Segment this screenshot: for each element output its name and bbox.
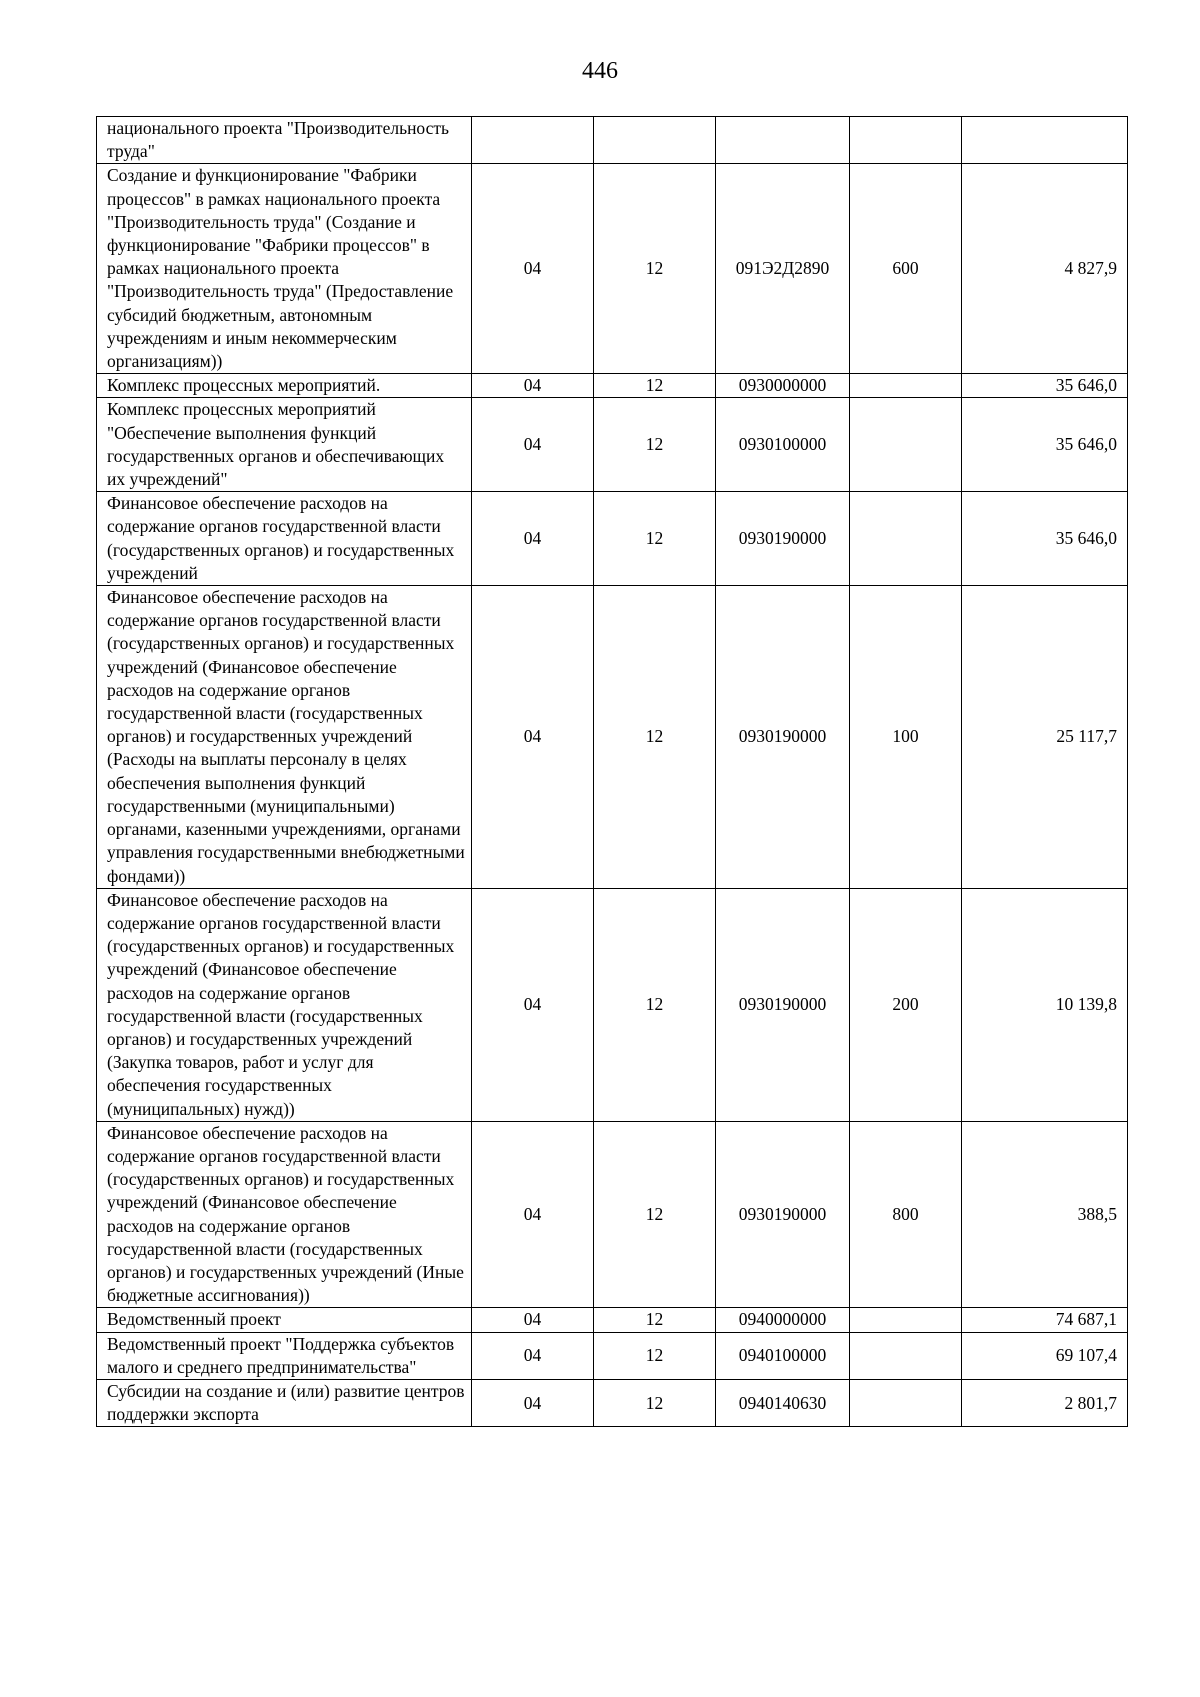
- row-name-cell: Финансовое обеспечение расходов на содержание органов государственной власти (государственных органов) и государственных учреждений (Финансовое обеспечение расходов на содержание органов государственной власти (государственных органов) и государственных учреждений (Закупка товаров, работ и услуг для обеспечения государственных (муниципальных) нужд)): [97, 888, 472, 1121]
- row-name-cell: Ведомственный проект "Поддержка субъектов малого и среднего предпринимательства": [97, 1332, 472, 1379]
- table-row: [97, 1121, 1128, 1308]
- subsection-code-cell: 12: [594, 374, 716, 398]
- section-code-cell: 04: [472, 374, 594, 398]
- amount-cell: 35 646,0: [962, 492, 1128, 586]
- section-code-cell: 04: [472, 164, 594, 374]
- section-code-cell: 04: [472, 492, 594, 586]
- table-row: [97, 1379, 1128, 1426]
- target-article-cell: [716, 117, 850, 164]
- section-code-cell: 04: [472, 1308, 594, 1332]
- subsection-code-cell: 12: [594, 1332, 716, 1379]
- row-name-cell: Финансовое обеспечение расходов на содержание органов государственной власти (государственных органов) и государственных учреждений: [97, 492, 472, 586]
- budget-table-body: [97, 117, 1128, 1427]
- target-article-cell: 0930190000: [716, 1121, 850, 1308]
- section-code-cell: 04: [472, 1121, 594, 1308]
- page-number: 446: [582, 58, 618, 84]
- expense-type-cell: [850, 1308, 962, 1332]
- table-row: [97, 888, 1128, 1121]
- table-row: [97, 374, 1128, 398]
- target-article-cell: 0930190000: [716, 492, 850, 586]
- budget-table: [96, 116, 1128, 1427]
- target-article-cell: 0930100000: [716, 398, 850, 492]
- row-name-cell: Ведомственный проект: [97, 1308, 472, 1332]
- section-code-cell: 04: [472, 888, 594, 1121]
- subsection-code-cell: 12: [594, 1308, 716, 1332]
- amount-cell: 2 801,7: [962, 1379, 1128, 1426]
- row-name-cell: Субсидии на создание и (или) развитие центров поддержки экспорта: [97, 1379, 472, 1426]
- target-article-cell: 0940140630: [716, 1379, 850, 1426]
- row-name-cell: Комплекс процессных мероприятий.: [97, 374, 472, 398]
- target-article-cell: 091Э2Д2890: [716, 164, 850, 374]
- amount-cell: [962, 117, 1128, 164]
- row-name-cell: Финансовое обеспечение расходов на содержание органов государственной власти (государственных органов) и государственных учреждений (Финансовое обеспечение расходов на содержание органов государственной власти (государственных органов) и государственных учреждений (Расходы на выплаты персоналу в целях обеспечения выполнения функций государственными (муниципальными) органами, казенными учреждениями, органами управления государственными внебюджетными фондами)): [97, 586, 472, 889]
- subsection-code-cell: 12: [594, 164, 716, 374]
- target-article-cell: 0930190000: [716, 888, 850, 1121]
- expense-type-cell: 200: [850, 888, 962, 1121]
- subsection-code-cell: 12: [594, 586, 716, 889]
- section-code-cell: 04: [472, 586, 594, 889]
- expense-type-cell: 600: [850, 164, 962, 374]
- expense-type-cell: 100: [850, 586, 962, 889]
- table-row: [97, 1308, 1128, 1332]
- amount-cell: 4 827,9: [962, 164, 1128, 374]
- table-row: [97, 1332, 1128, 1379]
- target-article-cell: 0930190000: [716, 586, 850, 889]
- row-name-cell: Финансовое обеспечение расходов на содержание органов государственной власти (государственных органов) и государственных учреждений (Финансовое обеспечение расходов на содержание органов государственной власти (государственных органов) и государственных учреждений (Иные бюджетные ассигнования)): [97, 1121, 472, 1308]
- expense-type-cell: [850, 117, 962, 164]
- table-row: [97, 164, 1128, 374]
- section-code-cell: 04: [472, 398, 594, 492]
- section-code-cell: 04: [472, 1379, 594, 1426]
- amount-cell: 388,5: [962, 1121, 1128, 1308]
- target-article-cell: 0930000000: [716, 374, 850, 398]
- table-row: [97, 117, 1128, 164]
- target-article-cell: 0940100000: [716, 1332, 850, 1379]
- subsection-code-cell: 12: [594, 1379, 716, 1426]
- table-row: [97, 586, 1128, 889]
- table-row: [97, 398, 1128, 492]
- table-row: [97, 492, 1128, 586]
- subsection-code-cell: [594, 117, 716, 164]
- amount-cell: 69 107,4: [962, 1332, 1128, 1379]
- subsection-code-cell: 12: [594, 492, 716, 586]
- amount-cell: 74 687,1: [962, 1308, 1128, 1332]
- amount-cell: 35 646,0: [962, 374, 1128, 398]
- row-name-cell: Создание и функционирование "Фабрики процессов" в рамках национального проекта "Производительность труда" (Создание и функционирование "Фабрики процессов" в рамках национального проекта "Производительность труда" (Предоставление субсидий бюджетным, автономным учреждениям и иным некоммерческим организациям)): [97, 164, 472, 374]
- expense-type-cell: [850, 1379, 962, 1426]
- amount-cell: 35 646,0: [962, 398, 1128, 492]
- expense-type-cell: [850, 398, 962, 492]
- section-code-cell: [472, 117, 594, 164]
- subsection-code-cell: 12: [594, 888, 716, 1121]
- target-article-cell: 0940000000: [716, 1308, 850, 1332]
- expense-type-cell: [850, 492, 962, 586]
- expense-type-cell: [850, 374, 962, 398]
- expense-type-cell: [850, 1332, 962, 1379]
- amount-cell: 25 117,7: [962, 586, 1128, 889]
- section-code-cell: 04: [472, 1332, 594, 1379]
- expense-type-cell: 800: [850, 1121, 962, 1308]
- row-name-cell: Комплекс процессных мероприятий "Обеспечение выполнения функций государственных органов и обеспечивающих их учреждений": [97, 398, 472, 492]
- amount-cell: 10 139,8: [962, 888, 1128, 1121]
- subsection-code-cell: 12: [594, 398, 716, 492]
- subsection-code-cell: 12: [594, 1121, 716, 1308]
- row-name-cell: национального проекта "Производительность труда": [97, 117, 472, 164]
